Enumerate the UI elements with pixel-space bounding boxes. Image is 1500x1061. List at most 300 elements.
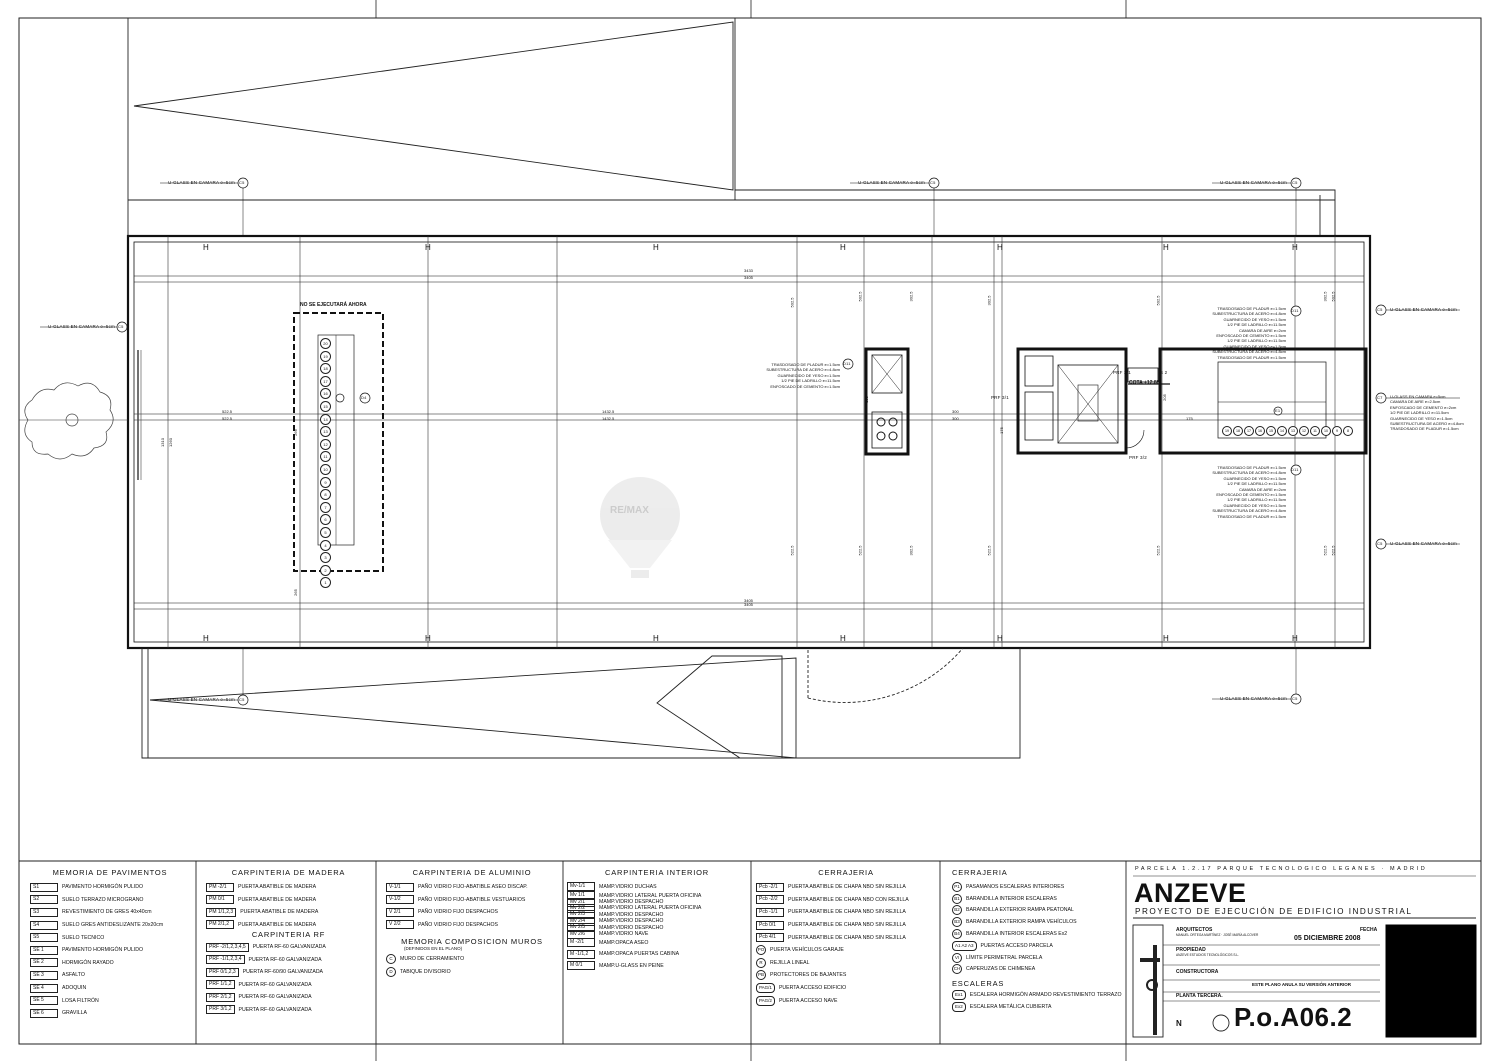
legend-pavimentos <box>30 868 190 1020</box>
legend-item <box>386 953 558 966</box>
legend-text: MAMP.OPACA PUERTAS CABINA <box>599 951 680 958</box>
dim-v-f2: 522.5 <box>1330 545 1336 556</box>
legend-text: LÍMITE PERIMETRAL PARCELA <box>966 954 1043 961</box>
legend-text: PAVIMENTO HORMIGÓN PULIDO <box>62 947 143 954</box>
legend-text: MAMP.VIDRIO NAVE <box>599 931 649 938</box>
legend-text: TABIQUE DIVISORIO <box>400 968 451 975</box>
section-mark-c5-3: C5 <box>1292 180 1298 185</box>
legend-carpinteria-interior <box>567 868 747 972</box>
legend-item <box>756 919 936 932</box>
legend-code: P1 <box>952 882 962 892</box>
legend-code: CH <box>952 964 962 974</box>
titleblock-fecha-value: 05 DICIEMBRE 2008 <box>1294 935 1361 942</box>
stair-step-number: 18 <box>320 363 331 374</box>
dim-v-b1: 502.5 <box>857 291 863 302</box>
legend-item <box>206 894 371 907</box>
legend-rows-rf <box>206 941 371 1016</box>
legend-text: PUERTA ACCESO NAVE <box>778 997 838 1004</box>
legend-code: V-1/2 <box>386 895 414 904</box>
titleblock-constructora-label: CONSTRUCTORA <box>1176 969 1219 975</box>
stair-step-number: 2 <box>320 565 331 576</box>
legend-code: Mv 2/3 <box>567 910 595 919</box>
legend-text: GRAVILLA <box>62 1010 87 1017</box>
legend-code: PM 0/1 <box>206 895 234 904</box>
stair-step-number: 18 <box>1233 426 1243 436</box>
legend-text: PUERTA RF-60/90 GALVANIZADA <box>242 969 324 976</box>
legend-code: V-1/1 <box>386 883 414 892</box>
uglass-label-8: U-GLASS EN CAMARA e=5cm <box>1220 696 1287 701</box>
legend-text: PUERTA ABATIBLE DE CHAPA NBO SIN REJILLA <box>788 922 906 929</box>
legend-item <box>206 979 371 992</box>
legend-code: Pcb 0/1 <box>756 921 784 930</box>
stair-step-number: 7 <box>320 502 331 513</box>
legend-text: BARANDILLA EXTERIOR RAMPA PEATONAL <box>966 907 1074 914</box>
legend-text: PUERTA VEHÍCULOS GARAJE <box>770 947 844 954</box>
legend-code: S3 <box>30 908 58 917</box>
legend-cerrajeria-2 <box>952 868 1124 1013</box>
legend-text: PAÑO VIDRIO FIJO-ABATIBLE VESTUARIOS <box>418 896 526 903</box>
legend-code: PRF 1/1,2 <box>206 980 235 989</box>
dim-v-small6: 3405 <box>744 602 753 607</box>
stair-step-number: 12 <box>320 439 331 450</box>
legend-item <box>952 928 1124 940</box>
titleblock-sheet-code: P.o.A06.2 <box>1234 1002 1353 1032</box>
lower-entrance-area <box>142 648 1020 758</box>
legend-text: PUERTA RF-60 GALVANIZADA <box>238 994 312 1001</box>
dim-left-a: 522.5 <box>222 409 233 414</box>
stair-step-number: 15 <box>1266 426 1276 436</box>
legend-code: S4 <box>30 921 58 930</box>
legend-text: PUERTA ABATIBLE DE MADERA <box>238 921 317 928</box>
section-mark-c5-4: C5 <box>118 324 124 329</box>
dim-v-d2: 522.5 <box>1155 545 1161 556</box>
section-mark-d11-3: D11 <box>843 361 851 366</box>
legend-code: Pcb -2/2 <box>756 895 784 904</box>
dim-v-c2: 522.5 <box>986 545 992 556</box>
dim-v-b2: 522.5 <box>857 545 863 556</box>
legend-code: S2 <box>30 895 58 904</box>
legend-text: BARANDILLA EXTERIOR RAMPA VEHÍCULOS <box>966 919 1077 926</box>
stair-step-number: 4 <box>320 540 331 551</box>
svg-text:H: H <box>203 243 209 252</box>
legend-title: CERRAJERIA <box>952 868 1008 877</box>
stair-step-number: 19 <box>320 351 331 362</box>
dim-v-e2: 522.5 <box>1322 545 1328 556</box>
svg-text:H: H <box>653 243 659 252</box>
cota-label: COTA +12.88 <box>1129 380 1160 386</box>
legend-code: SE 4 <box>30 984 58 993</box>
legend-text: PUERTA ABATIBLE DE MADERA <box>238 896 317 903</box>
legend-item <box>30 919 190 932</box>
stair-step-number: 5 <box>320 527 331 538</box>
stair-step-number: 11 <box>1310 426 1320 436</box>
legend-rows-muros <box>386 953 558 978</box>
legend-text: PUERTA ABATIBLE DE MADERA <box>240 909 319 916</box>
legend-code: S5 <box>30 933 58 942</box>
legend-text: PUERTA RF-60 GALVANIZADA <box>238 981 312 988</box>
legend-item <box>756 957 936 970</box>
legend-code: PB <box>756 970 766 980</box>
section-markers <box>117 178 1386 705</box>
uglass-label-3: U-GLASS EN CAMARA e=5cm <box>1220 180 1287 185</box>
stair-step-number: 16 <box>1255 426 1265 436</box>
titleblock-propiedad-value: ANZEVE ESTUDIOS TECNOLÓGICOS S.L. <box>1176 953 1239 957</box>
legend-item <box>756 894 936 907</box>
dim-v-small5: 155 <box>863 396 869 403</box>
legend-item <box>30 957 190 970</box>
section-mark-c5-6: C5 <box>1377 541 1383 546</box>
legend-item <box>952 952 1124 964</box>
legend-text: ESCALERA METÁLICA CUBIERTA <box>969 1004 1052 1011</box>
legend-code: Ex2 <box>952 1002 966 1012</box>
titleblock-project-desc: PROYECTO DE EJECUCIÓN DE EDIFICIO INDUSTRIAL <box>1135 907 1413 916</box>
legend-code: Mv 2/4 <box>567 917 595 926</box>
legend-text: ADOQUIN <box>62 985 87 992</box>
section-mark-e1: E1 <box>1275 408 1281 413</box>
titleblock-project-name: ANZEVE <box>1134 878 1247 908</box>
legend-item <box>952 964 1124 976</box>
legend-text: HORMIGÓN RAYADO <box>62 959 114 966</box>
dim-r3: 175 <box>1186 416 1193 421</box>
titleblock-notice: ESTE PLANO ANULA SU VERSIÓN ANTERIOR <box>1252 982 1352 987</box>
stair-step-number: 10 <box>320 464 331 475</box>
legend-code: Mv 2/2 <box>567 904 595 913</box>
legend-code: V 2/2 <box>386 920 414 929</box>
legend-code: PM 2/1,2 <box>206 920 234 929</box>
legend-text: MAMP.VIDRIO LATERAL PUERTA OFICINA <box>599 892 702 899</box>
legend-code: SE 5 <box>30 996 58 1005</box>
legend-rows-escaleras <box>952 989 1124 1013</box>
svg-text:H: H <box>203 634 209 643</box>
legend-item <box>952 1001 1124 1013</box>
legend-text: PAVIMENTO HORMIGÓN PULIDO <box>62 884 143 891</box>
uglass-label-5: U-GLASS EN CAMARA e=5cm <box>1390 307 1457 312</box>
stair-step-number: 11 <box>320 451 331 462</box>
dim-v-left1: 1310 <box>159 438 165 447</box>
legend-text: BARANDILLA INTERIOR ESCALERAS <box>966 895 1057 902</box>
stair-step-number: 8 <box>320 489 331 500</box>
legend-code: PRF 2/1,2 <box>206 993 235 1002</box>
legend-code: PAG/2 <box>756 996 775 1006</box>
legend-item <box>386 894 558 907</box>
section-mark-d11-1: D11 <box>1291 308 1299 313</box>
watermark-text: RE/MAX <box>610 505 649 516</box>
legend-item <box>756 982 936 995</box>
section-mark-c5-8: C5 <box>1292 696 1298 701</box>
stair-step-number: 12 <box>1299 426 1309 436</box>
legend-subtitle: ESCALERAS <box>952 979 1005 989</box>
legend-code: PRF 0/1,2,3 <box>206 968 239 977</box>
legend-item <box>756 931 936 944</box>
door-prf32: PRF 3/2 <box>1129 455 1147 460</box>
dim-r1: 300 <box>952 409 959 414</box>
legend-item <box>952 893 1124 905</box>
stair-step-number: 10 <box>1321 426 1331 436</box>
legend-text: PASAMANOS ESCALERAS INTERIORES <box>966 883 1065 890</box>
legend-text: PUERTAS ACCESO PARCELA <box>980 942 1053 949</box>
svg-text:H: H <box>425 243 431 252</box>
stair-step-number: 14 <box>320 414 331 425</box>
stair-step-number: 20 <box>320 338 331 349</box>
service-core-right <box>1018 349 1366 453</box>
legend-item <box>206 991 371 1004</box>
service-core-center <box>863 349 908 454</box>
legend-item <box>952 905 1124 917</box>
legend-text: PAÑO VIDRIO FIJO DESPACHOS <box>418 909 498 916</box>
dim-v-e1: 302.5 <box>1322 291 1328 302</box>
legend-rows <box>386 881 558 931</box>
dim-v-d1: 502.5 <box>1155 295 1161 306</box>
stair-step-number: 13 <box>1288 426 1298 436</box>
legend-text: MAMP.VIDRIO DUCHAS <box>599 883 657 890</box>
legend-rows <box>206 881 371 931</box>
legend-item <box>756 969 936 982</box>
legend-text: MAMP.VIDRIO DESPACHO <box>599 924 664 931</box>
stair-steps-right <box>1222 426 1354 435</box>
stair-step-number: 6 <box>320 514 331 525</box>
legend-code: R <box>756 958 766 968</box>
section-mark-c5-7: C5 <box>239 697 245 702</box>
legend-carpinteria-aluminio <box>386 868 558 978</box>
legend-item <box>30 982 190 995</box>
legend-item <box>952 940 1124 952</box>
legend-item <box>386 919 558 932</box>
legend-code: C <box>386 954 396 964</box>
legend-item <box>567 960 747 972</box>
legend-item <box>206 1004 371 1017</box>
legend-title: CARPINTERIA INTERIOR <box>605 868 709 877</box>
dim-r2: 300 <box>952 416 959 421</box>
stair-step-number: 15 <box>320 401 331 412</box>
legend-text: PUERTA RF-60 GALVANIZADA <box>252 944 326 951</box>
legend-item <box>756 906 936 919</box>
uglass-label-1: U-GLASS EN CAMARA e=5cm <box>168 180 235 185</box>
legend-code: D <box>386 967 396 977</box>
legend-code: PM 1/1,2,3 <box>206 908 236 917</box>
legend-code: Pcb 4/1 <box>756 933 784 942</box>
legend-code: Ex1 <box>952 990 966 1000</box>
uglass-label-7: U-GLASS EN CAMARA e=5cm <box>168 697 235 702</box>
uglass-label-4: U-GLASS EN CAMARA e=5cm <box>48 324 115 329</box>
door-s2: S 2 <box>1160 370 1168 375</box>
dim-overall-2: 3405 <box>744 275 753 280</box>
column-markers <box>203 243 1298 643</box>
legend-text: PAÑO VIDRIO FIJO DESPACHOS <box>418 921 498 928</box>
legend-cerrajeria-1 <box>756 868 936 1007</box>
legend-item <box>206 906 371 919</box>
dim-v-small1: 265 <box>292 589 298 596</box>
legend-code: Pcb -2/1 <box>756 883 784 892</box>
legend-text: MAMP.OPACA ASEO <box>599 939 649 946</box>
door-prf31-top: PRF 3/1 <box>1113 370 1131 375</box>
legend-subtitle-note: (DEFINIDOS EN EL PLANO) <box>404 946 463 951</box>
legend-item <box>30 881 190 894</box>
uglass-label-2: U-GLASS EN CAMARA e=5cm <box>858 180 925 185</box>
watermark-balloon <box>600 477 680 578</box>
legend-text: REJILLA LINEAL <box>770 959 810 966</box>
legend-code: SE 1 <box>30 946 58 955</box>
svg-text:H: H <box>1292 243 1298 252</box>
legend-text: SUELO TERRAZO MICROGRANO <box>62 896 144 903</box>
dim-v-g2: 302.5 <box>908 545 914 556</box>
legend-code: M -1/1,2 <box>567 950 595 959</box>
legend-item <box>206 954 371 967</box>
legend-code: SE 3 <box>30 971 58 980</box>
dim-mid-a: 1432.5 <box>602 409 615 414</box>
legend-code: M -2/1 <box>567 938 595 947</box>
svg-text:H: H <box>653 634 659 643</box>
stair-step-number: 9 <box>1332 426 1342 436</box>
legend-code: VI <box>952 953 962 963</box>
wall-note-right-top: TRASDOSADO DE PLADUR e=1.5cm SUBESTRUCTURA DE ACERO e=4.8cm GUARNECIDO DE YESO e=1.5cm 1/2 PIE DE LADRILLO e=11.5cm CAMARA DE AIRE e=2cm ENFOSCADO DE CEMENTO e=1.5cm 1/2 PIE DE LADRILLO e=11.5cm GUARNECIDO DE YESO e=1.5cm SUBESTRUCTURA DE ACERO e=4.8cm TRASDOSADO DE PLADUR e=1.5cm <box>1212 306 1286 360</box>
dim-left-b: 522.5 <box>222 416 233 421</box>
legend-item <box>756 994 936 1007</box>
legend-item <box>206 941 371 954</box>
dim-v-f1: 502.5 <box>1330 291 1336 302</box>
legend-rows <box>952 881 1124 975</box>
stair-step-number: 17 <box>320 376 331 387</box>
legend-item <box>30 994 190 1007</box>
legend-item <box>30 969 190 982</box>
stair-step-number: 3 <box>320 552 331 563</box>
legend-code: Mv 2/1 <box>567 898 595 907</box>
tree-symbol <box>19 350 141 480</box>
titleblock-location: PARCELA 1.2.17 PARQUE TECNOLOGICO LEGANES · MADRID <box>1135 866 1428 872</box>
legend-text: PAÑO VIDRIO FIJO-ABATIBLE ASEO DISCAP. <box>418 884 528 891</box>
legend-item <box>756 881 936 894</box>
svg-text:H: H <box>997 243 1003 252</box>
dim-v-small2: 266 <box>292 429 298 436</box>
dim-v-g1: 302.5 <box>908 291 914 302</box>
stair-step-number: 13 <box>320 426 331 437</box>
legend-text: BARANDILLA INTERIOR ESCALERAS Ex2 <box>966 931 1068 938</box>
svg-text:H: H <box>997 634 1003 643</box>
legend-item <box>30 894 190 907</box>
titleblock-arquitectos-value: MANUEL ORTEGA MARTÍNEZ · JOSÉ MARÍA ALCOVER <box>1176 933 1259 937</box>
legend-code: B4 <box>952 929 962 939</box>
wall-note-left: TRASDOSADO DE PLADUR e=1.5cm SUBESTRUCTURA DE ACERO e=4.8cm GUARNECIDO DE YESO e=1.5cm 1/2 PIE DE LADRILLO e=11.5cm ENFOSCADO DE CEMENTO e=1.5cm <box>766 362 840 389</box>
legend-title: CARPINTERIA DE MADERA <box>231 868 346 877</box>
legend-title: CERRAJERIA <box>818 868 874 877</box>
legend-text: MAMP.VIDRIO DESPACHO <box>599 899 664 906</box>
legend-text: MAMP.VIDRIO LATERAL PUERTA OFICINA <box>599 905 702 912</box>
dim-bottom-1: 3405 <box>744 598 753 603</box>
upper-roof-area <box>128 18 1335 236</box>
dim-v-left2: 1260 <box>167 438 173 447</box>
titleblock-arquitectos-label: ARQUITECTOS <box>1176 927 1213 933</box>
section-mark-d4: D4 <box>361 395 367 400</box>
legend-text: PUERTA ABATIBLE DE CHAPA NBO SIN REJILLA <box>788 884 906 891</box>
dim-overall-1: 3433 <box>744 268 753 273</box>
legend-text: PUERTA RF-60 GALVANIZADA <box>238 1006 312 1013</box>
marker-leaders <box>40 183 1460 700</box>
wall-note-right-bottom: TRASDOSADO DE PLADUR e=1.5cm SUBESTRUCTURA DE ACERO e=4.8cm GUARNECIDO DE YESO e=1.5cm 1/2 PIE DE LADRILLO e=11.5cm CAMARA DE AIRE e=2cm ENFOSCADO DE CEMENTO e=1.5cm 1/2 PIE DE LADRILLO e=11.5cm GUARNECIDO DE YESO e=1.5cm SUBESTRUCTURA DE ACERO e=4.8cm TRASDOSADO DE PLADUR e=1.5cm <box>1212 465 1286 519</box>
legend-item <box>30 906 190 919</box>
titleblock-plano-label: PLANTA TERCERA. <box>1176 993 1223 999</box>
legend-text: LOSA FILTRÓN <box>62 997 99 1004</box>
legend-code: PAG/1 <box>756 983 775 993</box>
legend-code: PO <box>756 945 766 955</box>
door-prf31-left: PRF 3/1 <box>991 395 1009 400</box>
legend-code: B1 <box>952 894 962 904</box>
legend-title: CARPINTERIA DE ALUMINIO <box>412 868 532 877</box>
legend-text: MAMP.U-GLASS EN PEINE <box>599 962 664 969</box>
building-outline <box>128 236 1370 648</box>
stair-step-number: 14 <box>1277 426 1287 436</box>
legend-item <box>386 906 558 919</box>
legend-item <box>30 931 190 944</box>
legend-code: M 0/1 <box>567 961 595 970</box>
legend-subtitle: MEMORIA COMPOSICION MUROS <box>401 937 543 946</box>
dim-v-a1: 502.5 <box>789 297 795 308</box>
svg-text:H: H <box>840 634 846 643</box>
legend-code: PRF 3/1,2 <box>206 1005 235 1014</box>
legend-item <box>567 937 747 949</box>
legend-text: ASFALTO <box>62 972 85 979</box>
uglass-label-6: U-GLASS EN CAMARA e=5cm <box>1390 541 1457 546</box>
dim-mid-b: 1432.5 <box>602 416 615 421</box>
legend-code: S1 <box>30 883 58 892</box>
legend-item <box>30 1007 190 1020</box>
future-stair-zone <box>294 313 383 571</box>
legend-text: PUERTA ABATIBLE DE MADERA <box>238 884 317 891</box>
legend-code: PM -2/1 <box>206 883 234 892</box>
legend-item <box>952 916 1124 928</box>
legend-code: Mv 2/5 <box>567 923 595 932</box>
legend-rows <box>30 881 190 1020</box>
dim-v-a2: 522.5 <box>789 545 795 556</box>
legend-subtitle: CARPINTERIA RF <box>251 930 326 939</box>
legend-item <box>386 881 558 894</box>
legend-text: PUERTA ABATIBLE DE CHAPA NBO SIN REJILLA <box>788 909 906 916</box>
svg-text:H: H <box>840 243 846 252</box>
legend-item <box>952 881 1124 893</box>
section-mark-c5-2: C5 <box>930 180 936 185</box>
legend-item <box>567 949 747 961</box>
legend-text: CAPERUZAS DE CHIMENEA <box>966 966 1036 973</box>
legend-code: B2 <box>952 905 962 915</box>
not-executed-label: NO SE EJECUTARÁ AHORA <box>300 302 367 308</box>
legend-text: MAMP.VIDRIO DESPACHO <box>599 918 664 925</box>
section-mark-c5-5: C5 <box>1377 307 1383 312</box>
section-mark-d11-2: D11 <box>1291 467 1299 472</box>
legend-text: PUERTA ACCESO EDIFICIO <box>778 985 847 992</box>
legend-rows <box>567 881 747 972</box>
legend-code: PRF -2/1,2,3,4,5 <box>206 943 249 952</box>
legend-text: SUELO TECNICO <box>62 934 105 941</box>
legend-item <box>386 966 558 979</box>
stair-step-number: 17 <box>1244 426 1254 436</box>
dim-v-c1: 302.5 <box>986 295 992 306</box>
legend-text: ESCALERA HORMIGÓN ARMADO REVESTIMIENTO TERRAZO <box>969 992 1122 999</box>
legend-code: Pcb -1/1 <box>756 908 784 917</box>
legend-item <box>206 881 371 894</box>
legend-code: Mv 1/1 <box>567 891 595 900</box>
legend-code: Mv-1/1 <box>567 882 595 891</box>
stair-step-number: 1 <box>320 577 331 588</box>
legend-item <box>952 989 1124 1001</box>
section-mark-c7: C7 <box>1377 395 1383 400</box>
svg-text:H: H <box>1163 243 1169 252</box>
legend-code: B3 <box>952 917 962 927</box>
legend-text: MURO DE CERRAMIENTO <box>400 956 465 963</box>
stair-step-number: 19 <box>1222 426 1232 436</box>
legend-code: A1 A2 A3 <box>952 941 977 951</box>
stair-steps-left <box>320 338 330 590</box>
legend-item <box>206 966 371 979</box>
legend-text: PROTECTORES DE BAJANTES <box>770 972 847 979</box>
dim-v-small3: 205 <box>1161 394 1167 401</box>
